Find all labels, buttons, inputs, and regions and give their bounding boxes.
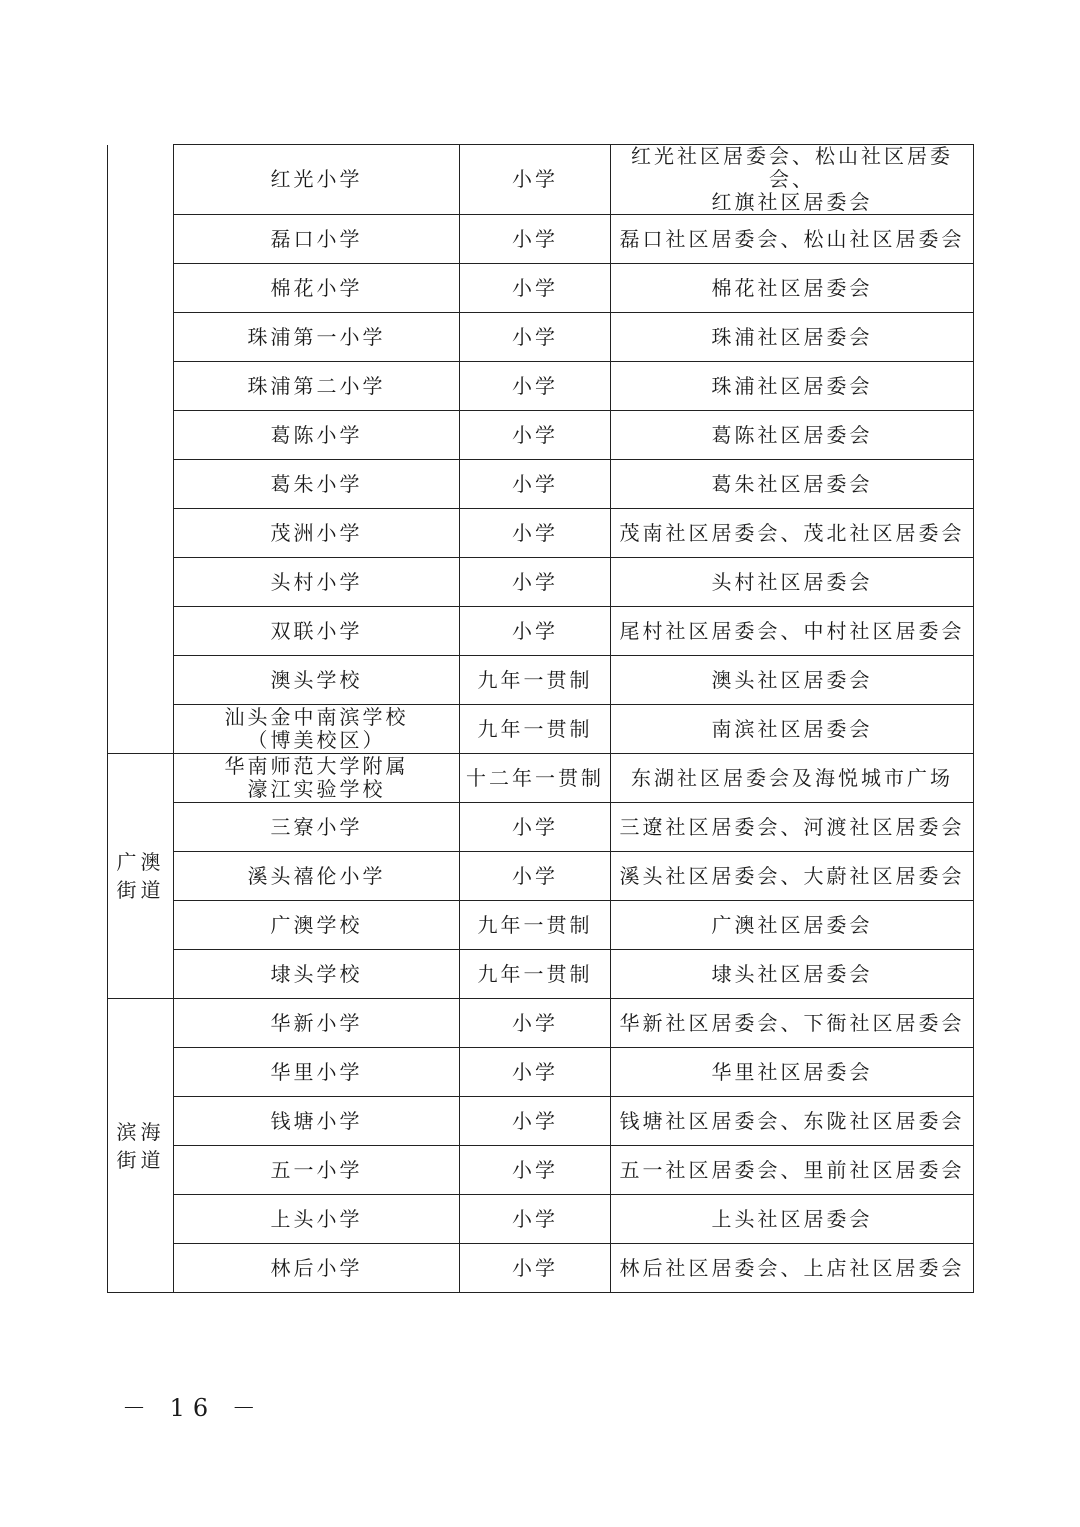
street-cell: 滨海 街道 <box>108 999 174 1293</box>
school-name-cell: 钱塘小学 <box>174 1097 460 1146</box>
enrollment-zone-cell: 澳头社区居委会 <box>611 656 974 705</box>
enrollment-zone-cell: 华里社区居委会 <box>611 1048 974 1097</box>
enrollment-zone-cell: 五一社区居委会、里前社区居委会 <box>611 1146 974 1195</box>
enrollment-zone-cell: 葛朱社区居委会 <box>611 460 974 509</box>
school-type-cell: 九年一贯制 <box>460 705 611 754</box>
enrollment-zone-cell: 南滨社区居委会 <box>611 705 974 754</box>
school-name-cell: 棉花小学 <box>174 264 460 313</box>
school-name-cell: 头村小学 <box>174 558 460 607</box>
school-name-cell: 三寮小学 <box>174 803 460 852</box>
school-type-cell: 小学 <box>460 509 611 558</box>
school-district-table <box>107 144 974 1293</box>
table-row <box>108 460 974 509</box>
school-name-cell: 茂洲小学 <box>174 509 460 558</box>
school-name-cell: 华里小学 <box>174 1048 460 1097</box>
table-row <box>108 1146 974 1195</box>
school-name-cell: 磊口小学 <box>174 215 460 264</box>
school-name-cell: 双联小学 <box>174 607 460 656</box>
table-row <box>108 1244 974 1293</box>
school-type-cell: 小学 <box>460 999 611 1048</box>
school-name-cell: 埭头学校 <box>174 950 460 999</box>
school-name-cell: 林后小学 <box>174 1244 460 1293</box>
enrollment-zone-cell: 广澳社区居委会 <box>611 901 974 950</box>
table-row <box>108 1097 974 1146</box>
table-row <box>108 607 974 656</box>
school-type-cell: 小学 <box>460 1097 611 1146</box>
enrollment-zone-cell: 红光社区居委会、松山社区居委会、 红旗社区居委会 <box>611 145 974 215</box>
school-name-cell: 澳头学校 <box>174 656 460 705</box>
table-row <box>108 362 974 411</box>
table-row <box>108 803 974 852</box>
enrollment-zone-cell: 葛陈社区居委会 <box>611 411 974 460</box>
table-row <box>108 509 974 558</box>
enrollment-zone-cell: 茂南社区居委会、茂北社区居委会 <box>611 509 974 558</box>
enrollment-zone-cell: 三遼社区居委会、河渡社区居委会 <box>611 803 974 852</box>
school-type-cell: 小学 <box>460 313 611 362</box>
table-body <box>108 145 974 1293</box>
school-type-cell: 小学 <box>460 411 611 460</box>
school-name-cell: 华南师范大学附属 濠江实验学校 <box>174 754 460 803</box>
enrollment-zone-cell: 埭头社区居委会 <box>611 950 974 999</box>
table-row <box>108 999 974 1048</box>
enrollment-zone-cell: 头村社区居委会 <box>611 558 974 607</box>
enrollment-zone-cell: 钱塘社区居委会、东陇社区居委会 <box>611 1097 974 1146</box>
table-row <box>108 264 974 313</box>
enrollment-zone-cell: 溪头社区居委会、大蔚社区居委会 <box>611 852 974 901</box>
street-cell: 广澳 街道 <box>108 754 174 999</box>
school-type-cell: 十二年一贯制 <box>460 754 611 803</box>
school-type-cell: 九年一贯制 <box>460 656 611 705</box>
school-name-cell: 广澳学校 <box>174 901 460 950</box>
school-name-cell: 溪头禧伦小学 <box>174 852 460 901</box>
table-row <box>108 215 974 264</box>
enrollment-zone-cell: 棉花社区居委会 <box>611 264 974 313</box>
school-name-cell: 珠浦第二小学 <box>174 362 460 411</box>
school-type-cell: 小学 <box>460 1244 611 1293</box>
page-number: － 16 － <box>122 1394 264 1422</box>
table-row <box>108 1048 974 1097</box>
school-type-cell: 小学 <box>460 215 611 264</box>
enrollment-zone-cell: 林后社区居委会、上店社区居委会 <box>611 1244 974 1293</box>
table-row <box>108 852 974 901</box>
school-type-cell: 小学 <box>460 145 611 215</box>
school-name-cell: 华新小学 <box>174 999 460 1048</box>
school-type-cell: 小学 <box>460 1195 611 1244</box>
school-name-cell: 上头小学 <box>174 1195 460 1244</box>
school-name-cell: 五一小学 <box>174 1146 460 1195</box>
school-name-cell: 珠浦第一小学 <box>174 313 460 362</box>
table-row <box>108 705 974 754</box>
school-type-cell: 小学 <box>460 852 611 901</box>
school-type-cell: 小学 <box>460 460 611 509</box>
enrollment-zone-cell: 上头社区居委会 <box>611 1195 974 1244</box>
table-row <box>108 950 974 999</box>
table-row <box>108 145 974 215</box>
school-type-cell: 小学 <box>460 362 611 411</box>
school-type-cell: 九年一贯制 <box>460 950 611 999</box>
school-type-cell: 小学 <box>460 803 611 852</box>
school-type-cell: 小学 <box>460 1048 611 1097</box>
school-type-cell: 小学 <box>460 1146 611 1195</box>
school-type-cell: 小学 <box>460 607 611 656</box>
school-name-cell: 葛陈小学 <box>174 411 460 460</box>
enrollment-zone-cell: 尾村社区居委会、中村社区居委会 <box>611 607 974 656</box>
school-type-cell: 小学 <box>460 558 611 607</box>
table-row <box>108 1195 974 1244</box>
table-row <box>108 313 974 362</box>
table-row <box>108 558 974 607</box>
school-name-cell: 红光小学 <box>174 145 460 215</box>
table-row <box>108 656 974 705</box>
school-name-cell: 葛朱小学 <box>174 460 460 509</box>
enrollment-zone-cell: 珠浦社区居委会 <box>611 313 974 362</box>
table-row <box>108 901 974 950</box>
enrollment-zone-cell: 珠浦社区居委会 <box>611 362 974 411</box>
table-row <box>108 754 974 803</box>
table-row <box>108 411 974 460</box>
school-name-cell: 汕头金中南滨学校 （博美校区） <box>174 705 460 754</box>
enrollment-zone-cell: 华新社区居委会、下衙社区居委会 <box>611 999 974 1048</box>
enrollment-zone-cell: 磊口社区居委会、松山社区居委会 <box>611 215 974 264</box>
enrollment-zone-cell: 东湖社区居委会及海悦城市广场 <box>611 754 974 803</box>
school-type-cell: 九年一贯制 <box>460 901 611 950</box>
street-cell <box>108 145 174 754</box>
school-type-cell: 小学 <box>460 264 611 313</box>
